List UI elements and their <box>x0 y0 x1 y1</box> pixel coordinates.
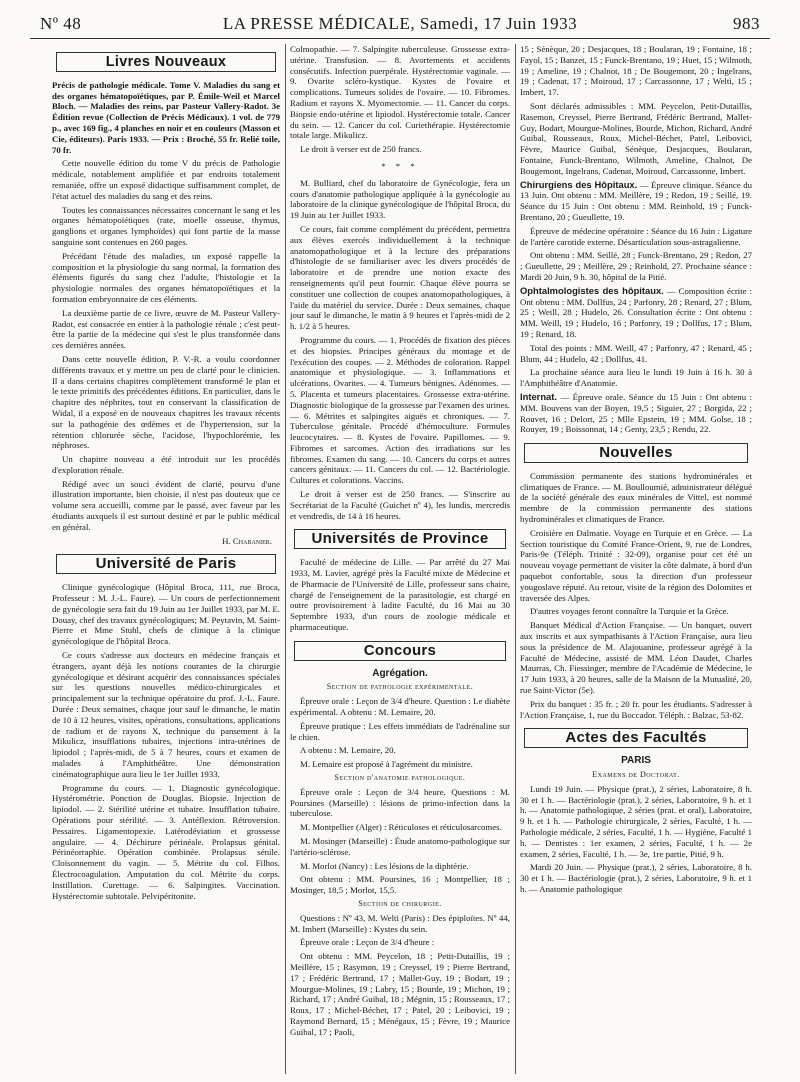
review-paragraph: Dans cette nouvelle édition, P. V.-R. a voulu coordonner différents travaux et y mettre un peu de clarté pour le clinicien. Il a dans certains chapitres complètement transformé le plan et le texte primitifs des précédentes éditions. En particulier, dans le chapitre des néphrites, tout en conservant la classification de Widal, il a exposé en de nouveaux chapitres les travaux récents sur la pathogénie des œdèmes et de l'hypertension, sur la rétention chlorurée sèche, l'acidose, l'hypochlorémie, les néphroses. <box>52 353 280 451</box>
programme-continuation: Colmopathie. — 7. Salpingite tuberculeuse. Grossesse extra-utérine. Transfusion. — 8. Avortements et accidents consécutifs. Infection puerpérale. Hystérectomie vaginale. — 9. Ovarite scléro-kystique. Kystes de l'ovaire et complications. Tumeurs solides de l'ovaire. — 10. Fibromes. Radium et rayons X. Myomectomie. — 11. Cancer du corps. Biopsie endo-utérine et lipiodol. Hystérectomie totale. Cancer du sein. — 12. Cancer du col. Curiethérapie. Hystérectomie totale large. Mikulicz. <box>290 44 510 141</box>
running-header <box>30 10 770 39</box>
chirurgiens-paragraph: Ont obtenu : MM. Seillé, 28 ; Funck-Brentano, 29 ; Redon, 27 ; Gueullette, 29 ; Meillère, 29 ; Reinhold, 27. Prochaine séance : Mardi 20 Juin, 9 h. 30, hôpital de la Pitié. <box>520 250 752 282</box>
internat-text: — Épreuve orale. Séance du 15 Juin : Ont obtenu : MM. Bouvens van der Boyen, 19,5 ; Siguier, 27 ; Borgida, 22 ; Rouvet, 16 ; Delort, 25 ; Mlle Epstein, 19 ; MM. Golse, 18 ; Rouyer, 19 ; Boissonnat, 14 ; Genty, 23,5 ; Rendu, 22. <box>520 391 752 435</box>
banquet-paragraph: Prix du banquet : 35 fr. ; 20 fr. pour les étudiants. S'adresser à l'Action Française, 1, rue du Boccador. Téléph. : Balzac, 53-82. <box>520 698 752 720</box>
examens-heading: Examens de Doctorat. <box>592 770 680 780</box>
concours-paragraph: Épreuve orale : Leçon de 3/4 d'heure. Question : Le diabète expérimental. A obtenu : M. Lemaire, 20. <box>290 696 510 718</box>
section-heading-nouvelles: Nouvelles <box>524 443 748 463</box>
commission-paragraph: Commission permanente des stations hydrominérales et climatiques de France. — M. Boulloumié, administrateur délégué de la société générale des eaux minérales de Vittel, est nommé membre de la commission permanente des stations hydrominérales et climatiques de France. <box>520 470 752 525</box>
issue-number: Nº 48 <box>40 14 82 33</box>
section-separator: * * * <box>381 160 419 171</box>
section-chirurgie-heading: Section de chirurgie. <box>358 898 442 908</box>
programme-paragraph: Programme du cours. — 1. Procédés de fixation des pièces et des biopsies. Principes généraux du montage et de l'exécution des coupes. — 2. Méthodes de coloration. Rappel anatomique et physiologique. — 3. Inflammations et ulcérations. Ovarites. — 4. Tumeurs bénignes. Adénomes. — 5. Placenta et tumeurs placentaires. Grossesse extra-utérine. Diagnostic biologique de la grossesse par l'examen des urines. — 6. Métrites et salpingites aiguës et chroniques. — 7. Tuberculose génitale. Procédé d'hémoculture. Formules leucocytaires. — 8. Kystes de l'ovaire. Papillomes. — 9. Fibromes et sarcomes. Action des irradiations sur les fibromes. Examen du sang. — 10. Cancers du corps et autres cancers génitaux. — 11. Cancers du col. — 12. Bactériologie. Cultures et colorations. Vaccins. <box>290 334 510 486</box>
concours-paragraph: Épreuve orale : Leçon de 3/4 d'heure : <box>300 937 435 948</box>
ophtalmologistes-heading: Ophtalmologistes des hôpitaux. <box>520 284 664 296</box>
agregation-heading: Agrégation. <box>372 667 428 679</box>
concours-paragraph: Épreuve orale : Leçon de 3/4 heure. Questions : M. Poursines (Marseille) : lésions de primo-infection dans la tuberculose. <box>290 786 510 819</box>
bulliard-paragraph: Ce cours, fait comme complément du précédent, permettra aux élèves exercés individuellement à la technique anatomopathologique et à la lecture des préparations d'histologie de se familiariser avec les divers procédés de laboratoire et de prendre une notion exacte des renseignements qu'il peut fournir. Chaque élève pourra se constituer une collection de coupes anatomopathologiques, à l'aide du matériel du service. Durée : Deux semaines, chaque jour sauf le dimanche, le matin à 9 heures et l'après-midi de 2 h. 1/2 à 5 heures. <box>290 223 510 332</box>
concours-paragraph: M. Montpellier (Alger) : Réticuloses et réticulosarcomes. <box>300 822 502 833</box>
ophtalmologistes-paragraph: La prochaine séance aura lieu le lundi 19 Juin à 16 h. 30 à l'Amphithéâtre d'Anatomie. <box>520 367 752 389</box>
clinique-paragraph: Clinique gynécologique (Hôpital Broca, 111, rue Broca, Professeur : M. J.-L. Faure). — Un cours de perfectionnement de gynécologie sera fait du 19 Juin au 1er Juillet 1933, par M. E. Douay, chef des travaux gynécologiques; M. Peytavin, M. Saint-Pierre et Mme Stuhl, chefs de clinique à la clinique gynécologique de l'hôpital Broca. <box>52 582 280 647</box>
journal-title-date: LA PRESSE MÉDICALE, Samedi, 17 Juin 1933 <box>222 14 578 33</box>
review-paragraph: Un chapitre nouveau a été introduit sur les procédés d'exploration rénale. <box>52 454 280 475</box>
section-heading-concours: Concours <box>294 641 506 661</box>
section-pathologie-heading: Section de pathologie expérimentale. <box>326 682 474 692</box>
internat-heading: Internat. <box>520 390 557 402</box>
review-paragraph: Précédant l'étude des maladies, un exposé rappelle la composition et la physiologie du sang normal, la formation des éléments figurés du sang chez l'adulte, l'histologie et la physiologie normales des organes hématopoïétiques et la formation embryonnaire de ces éléments. <box>52 250 280 304</box>
column-left <box>52 44 280 1074</box>
review-paragraph: Rédigé avec un souci évident de clarté, pourvu d'une illustration importante, bien choisie, il n'est pas douteux que ce volume sera accueilli, comme par le passé, avec faveur par les étudiants auxquels il est surtout destiné et par le public médical en général. <box>52 478 280 532</box>
admissibles-paragraph: Sont déclarés admissibles : MM. Peycelon, Petit-Dutaillis, Rasemon, Creyssel, Pierre Bertrand, Frédéric Bertrand, Mallet-Guy, Bodart, Mourgue-Molines, Bourde, Michon, Richard, André Guibal, Rousseaux, Roux, Michel-Béchet, Patel, Leibovici, Fèvre, Maurice Guibal, Sénèque, Desjacques, Boularan, Fontaine, Funck-Brentano, Wilmoth, Ameline, Chalnot, De Bougemont, Ingelrans, Cadenat, Moiroud, Carcassonne, Imbert. <box>520 100 752 176</box>
fee-paragraph: Le droit à verser est de 250 francs. <box>300 144 422 155</box>
croisiere-paragraph: Croisière en Dalmatie. Voyage en Turquie et en Grèce. — La Section touristique du Comité France-Orient, 9, rue de Londres, Paris-9e (Téléph. Trinité : 32-09), organise pour cet été un nouveau voyage permettant de visiter la côte dalmate, à bord d'un paquebot confortable, sous la direction d'un professeur yougoslave réputé. Au retour, visite de la région des Dolomites et traversée des Alpes. <box>520 527 752 603</box>
column-rule <box>515 44 516 1074</box>
exam-schedule-paragraph: Lundi 19 Juin. — Physique (prat.), 2 séries, Laboratoire, 8 h. 30 et 1 h. — Bactériologie (prat.), 2 séries, Laboratoire, 9 h. et 1 h. — Anatomie pathologique, 2 séries (prat. et oral), Laboratoire, 9 h. et 1 h. — Pathologie chirurgicale, 2 séries, Faculté, 1 h. — Pathologie médicale, 2 séries, Faculté, 1 h. — Hygiène, Faculté 1 h. — Dentistes : 1er examen, 2 séries, Faculté, 1 h. — 2e examen, 2 séries, Faculté, 1 h. — 3e, 1re partie, Pitié, 9 h. <box>520 783 752 859</box>
section-anatomie-heading: Section d'anatomie pathologique. <box>334 773 466 783</box>
croisiere-paragraph: D'autres voyages feront connaître la Turquie et la Grèce. <box>530 606 729 617</box>
concours-paragraph: Épreuve pratique : Les effets immédiats de l'adrénaline sur le chien. <box>290 720 510 742</box>
section-heading-actes: Actes des Facultés <box>524 728 748 748</box>
review-signature: H. Chabanier. <box>222 535 272 546</box>
results-continuation: 15 ; Sénèque, 20 ; Desjacques, 18 ; Boularan, 19 ; Fontaine, 18 ; Fayol, 15 ; Banzet, 15 ; Funck-Brentano, 19 ; Huet, 15 ; Wilmoth, 19 ; Ameline, 19 ; Chalnot, 18 ; De Bougemont, 20 ; Ingelrans, 19 ; Cadenat, 17 ; Moiroud, 17 ; Carcassonne, 17 ; Welti, 15 ; Imbert, 17. <box>520 44 752 98</box>
course-paragraph: Ce cours s'adresse aux docteurs en médecine français et étrangers, ayant déjà les notions courantes de la chirurgie gynécologique et désirant acquérir des connaissances spéciales sur les questions nouvelles médico-chirurgicales et principalement sur la technique opératoire du prof. J.-L. Faure. Durée : Deux semaines, chaque jour sauf le dimanche, le matin de 10 à 12 heures, visites, opérations, consultations, applications de radium et de rayons X, technique du pansement à la Mikulicz, insufflations tubaires, injections intra-utérines de lipiodol ; l'après-midi, de 5 à 7 heures, cours et examen de malades à l'Amphithéâtre. Une démonstration cinématographique aura lieu le 1er Juillet 1933. <box>52 650 280 779</box>
column-right <box>520 44 752 1074</box>
banquet-paragraph: Banquet Médical d'Action Française. — Un banquet, ouvert aux inscrits et aux sympathisants à l'Action Française, aura lieu sous la présidence de M. Alajouanine, professeur agrégé à la Faculté de Médecine, assisté de MM. Léon Daudet, Charles Maurras, Ch. Fiessinger, membre de l'Académie de Médecine, le 17 Juin 1933, à 20 heures, salle de la Maison de la Mutualité, 20, rue Saint-Victor (5e). <box>520 620 752 696</box>
bulliard-paragraph: M. Bulliard, chef du laboratoire de Gynécologie, fera un cours d'anatomie pathologique appliquée à la gynécologie au laboratoire de la clinique gynécologique de l'hôpital Broca, du 19 Juin au 1er Juillet 1933. <box>290 177 510 221</box>
chirurgiens-heading: Chirurgiens des Hôpitaux. <box>520 178 638 190</box>
paris-heading: PARIS <box>621 755 651 767</box>
lille-paragraph: Faculté de médecine de Lille. — Par arrêté du 27 Mai 1933, M. Lavier, agrégé près la Faculté mixte de Médecine et de Pharmacie de l'Université de Lille, professeur sans chaire, chargé de l'enseignement de la parasitologie, est chargé en outre provisoirement à ladite Faculté, du 16 Mai au 30 Septembre 1933, d'un cours de zoologie médicale et pharmaceutique. <box>290 557 510 633</box>
chirurgiens-paragraph: Épreuve de médecine opératoire : Séance du 16 Juin : Ligature de l'artère carotide externe. Désarticulation sous-astragalienne. <box>520 225 752 247</box>
review-paragraph: Toutes les connaissances nécessaires concernant le sang et les organes hématopoïétiques (rate, moelle osseuse, thymus, ganglions et organes lymphoïdes) qui font partie de la masse sanguine sont contenues en 260 pages. <box>52 204 280 247</box>
concours-paragraph: Questions : Nº 43, M. Welti (Paris) : Des épiploïtes. Nº 44, M. Imbert (Marseille) : Kystes du sein. <box>290 912 510 934</box>
concours-paragraph: A obtenu : M. Lemaire, 20. <box>300 745 396 756</box>
concours-paragraph: M. Lemaire est proposé à l'agrément du ministre. <box>300 759 473 770</box>
concours-paragraph: Ont obtenu : MM. Poursines, 16 ; Montpellier, 18 ; Mosinger, 18,5 ; Morlot, 15,5. <box>290 874 510 896</box>
concours-paragraph: M. Morlot (Nancy) : Les lésions de la diphtérie. <box>300 860 469 871</box>
exam-schedule-paragraph: Mardi 20 Juin. — Physique (prat.), 2 séries, Laboratoire, 8 h. 30 et 1 h. — Bactériologie (prat.), 2 séries, Laboratoire, 9 h. et 1 h. — Anatomie pathologique <box>520 862 752 894</box>
ophtalmologistes-paragraph: Total des points : MM. Weill, 47 ; Parfonry, 47 ; Renard, 45 ; Blum, 44 ; Hudelo, 42 ; Dollfus, 41. <box>520 342 752 364</box>
section-heading-province: Universités de Province <box>294 529 506 549</box>
section-heading-livres: Livres Nouveaux <box>56 52 276 72</box>
section-heading-universite-paris: Université de Paris <box>56 554 276 574</box>
programme-paragraph: Programme du cours. — 1. Diagnostic gynécologique. Hystérométrie. Ponction de Douglas. Biopsie. Injection de lipiodol. — 2. Stérilité utérine et tubaire. Insufflation tubaire. Opérations pour stérilité. — 3. Antéflexion. Rétroversion. Pessaires. Ligamentopexie. Latérodéviation et grossesse angulaire. — 4. Déchirure périnéale. Prolapsus génital. Périnéorraphie. Opération combinée. Prolapsus sénile. Cloisonnement du vagin. — 5. Métrite du col. Filhos. Électrocoagulation. Amputation du col. Métrite du corps. Instillation. Curettage. — 6. Salpingites. Vaccination. Hystérectomie subtotale. Pelvipéritonite. <box>52 782 280 901</box>
review-paragraph: La deuxième partie de ce livre, œuvre de M. Pasteur Vallery-Radot, est consacrée en entier à la pathologie rénale ; c'est peut-être la partie de la médecine qui s'est le plus transformée dans ces dernières années. <box>52 307 280 351</box>
fee-paragraph: Le droit à verser est de 250 francs. — S'inscrire au Secrétariat de la Faculté (Guichet nº 4), les lundis, mercredis et vendredis, de 14 à 16 heures. <box>290 489 510 521</box>
concours-paragraph: M. Mosinger (Marseille) : Étude anatomo-pathologique sur l'artério-sclérose. <box>290 836 510 857</box>
column-rule <box>285 44 286 1074</box>
page-number: 983 <box>733 14 760 33</box>
ophtalmologistes-text: — Composition écrite : Ont obtenu : MM. Dollfus, 24 ; Parfonry, 28 ; Renard, 27 ; Blum, 25 ; Weill, 28 ; Hudelo, 26. Consultation écrite : Ont obtenu : MM. Weill, 19 ; Hudelo, 16 ; Parfonry, 19 ; Dollfus, 17 ; Blum, 19 ; Renard, 18. <box>520 285 752 339</box>
chirurgiens-text: — Épreuve clinique. Séance du 13 Juin. Ont obtenu : MM. Meillère, 19 ; Redon, 19 ; Seillé, 19. Séance du 15 Juin : Ont obtenu : MM. Reinhold, 19 ; Funck-Brentano, 20 ; Gueullette, 19. <box>520 179 752 222</box>
column-middle <box>290 44 510 1074</box>
concours-paragraph: Ont obtenu : MM. Peycelon, 18 ; Petit-Dutaillis, 19 ; Meillère, 15 ; Rasymon, 19 ; Creyssel, 19 ; Pierre Bertrand, 17 ; Frédéric Bertrand, 17 ; Mallet-Guy, 19 ; Bodart, 19 ; Mourgue-Molines, 19 ; Labry, 15 ; Bourde, 19 ; Michon, 19 ; Richard, 17 ; André Guibal, 18 ; Mégnin, 15 ; Rousseaux, 17 ; Roux, 17 ; Michel-Béchet, 17 ; Patel, 20 ; Leibovici, 19 ; Raymond Bernard, 15 ; Ménégaux, 15 ; Fèvre, 19 ; Maurice Guibal, 17 ; Paoli, <box>290 951 510 1037</box>
review-paragraph: Cette nouvelle édition du tome V du précis de Pathologie médicale, notablement amplifiée et par endroits totalement remaniée, offre un exposé didactique suffisamment complet, de l'état actuel des maladies du sang et des reins. <box>52 158 280 201</box>
book-citation: Précis de pathologie médicale. Tome V. Maladies du sang et des organes hématopoïétiques, par P. Émile-Weil et Marcel Bloch. — Maladies des reins, par Pasteur Vallery-Radot. 3e Édition revue (Collection de Précis Médicaux). 1 vol. de 779 p., avec 169 fig., 4 planches en noir et en couleurs (Masson et Cie, éditeurs). Paris 1933. — Prix : Broché, 55 fr. Relié toile, 70 fr. <box>52 79 280 155</box>
